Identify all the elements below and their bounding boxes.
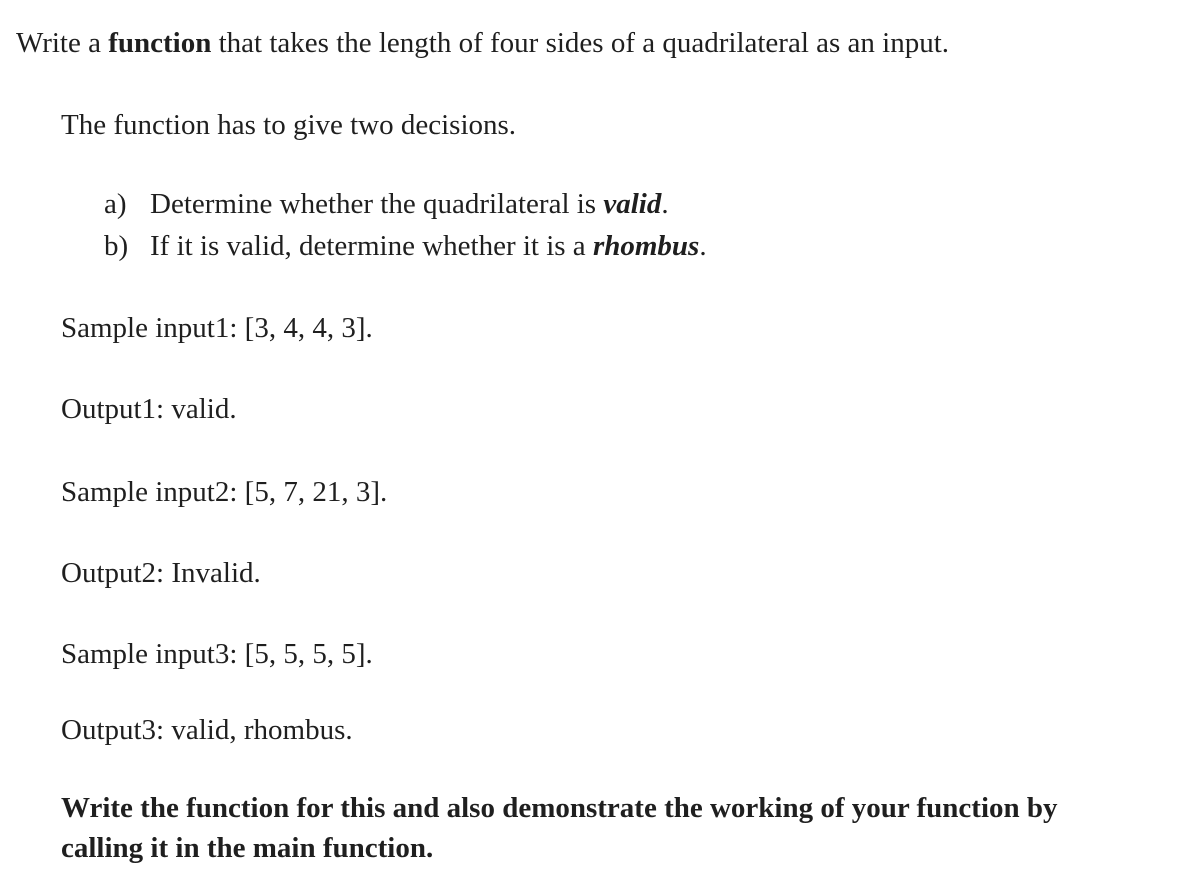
intro-text: The function has to give two decisions. bbox=[61, 109, 517, 141]
decision-item-a bbox=[104, 186, 669, 222]
decision-end-b: . bbox=[699, 230, 707, 262]
title-function-keyword: function bbox=[108, 27, 212, 59]
decision-marker-b: b) bbox=[104, 230, 129, 262]
decision-end-a: . bbox=[661, 188, 669, 220]
title-text-end: that takes the length of four sides of a quadrilateral as an input. bbox=[211, 27, 950, 59]
decision-emphasis-rhombus: rhombus bbox=[592, 230, 700, 262]
title-text-start: Write a bbox=[16, 27, 109, 59]
sample-input-1: Sample input1: [3, 4, 4, 3]. bbox=[61, 312, 373, 344]
decision-text-b: If it is valid, determine whether it is a bbox=[150, 230, 593, 262]
sample-input-2: Sample input2: [5, 7, 21, 3]. bbox=[61, 476, 388, 508]
decision-marker-a: a) bbox=[104, 188, 127, 220]
decision-item-b bbox=[104, 228, 707, 264]
sample-output-3: Output3: valid, rhombus. bbox=[61, 714, 353, 746]
decision-emphasis-valid: valid bbox=[603, 188, 662, 220]
problem-title bbox=[16, 25, 949, 61]
decision-text-a: Determine whether the quadrilateral is bbox=[150, 188, 604, 220]
closing-instruction: Write the function for this and also demonstrate the working of your function by calling it in the main function. bbox=[61, 792, 1058, 864]
sample-output-2: Output2: Invalid. bbox=[61, 557, 261, 589]
sample-output-1: Output1: valid. bbox=[61, 393, 237, 425]
sample-input-3: Sample input3: [5, 5, 5, 5]. bbox=[61, 638, 373, 670]
